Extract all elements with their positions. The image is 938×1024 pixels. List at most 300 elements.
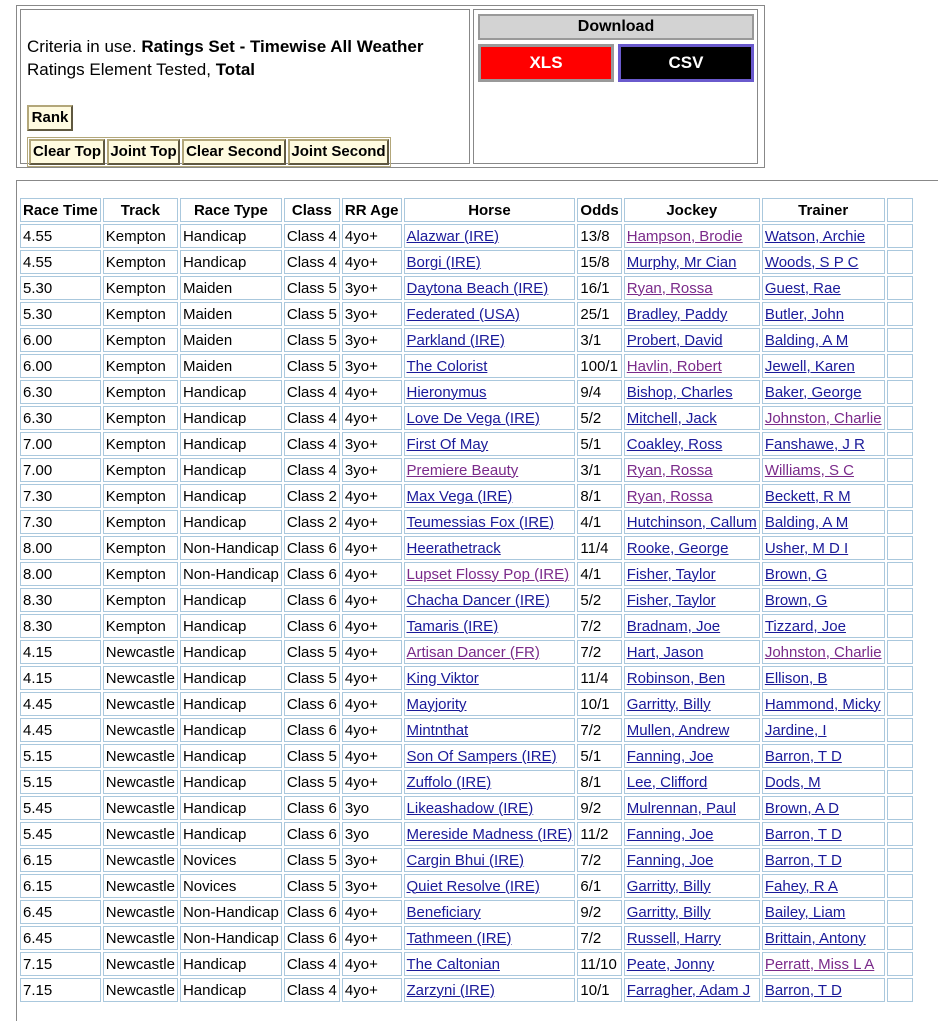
race-time-cell: 4.45: [20, 692, 101, 716]
download-csv-button[interactable]: CSV: [618, 44, 754, 82]
horse-cell: [404, 224, 576, 248]
horse-cell: [404, 692, 576, 716]
horse-link[interactable]: Love De Vega (IRE): [406, 409, 540, 427]
rr-age-cell: 3yo+: [342, 302, 402, 326]
trainer-cell: [762, 432, 885, 456]
jockey-link[interactable]: Lee, Clifford: [626, 773, 708, 791]
extra-cell: [887, 276, 913, 300]
trainer-cell: [762, 250, 885, 274]
jockey-link[interactable]: Bradley, Paddy: [626, 305, 728, 323]
trainer-link[interactable]: Barron, T D: [764, 981, 842, 999]
horse-link[interactable]: Premiere Beauty: [406, 461, 519, 479]
extra-cell: [887, 328, 913, 352]
race-time-cell: 6.15: [20, 848, 101, 872]
jockey-link[interactable]: Mullen, Andrew: [626, 721, 730, 739]
race-type-cell: Non-Handicap: [180, 926, 282, 950]
jockey-cell: [624, 926, 760, 950]
table-row: [20, 250, 913, 274]
jockey-link[interactable]: Fanning, Joe: [626, 851, 714, 869]
jockey-link[interactable]: Fanning, Joe: [626, 825, 714, 843]
race-type-cell: Handicap: [180, 978, 282, 1002]
extra-cell: [887, 666, 913, 690]
odds-cell: 8/1: [577, 484, 621, 508]
race-time-cell: 8.30: [20, 614, 101, 638]
rr-age-cell: 4yo+: [342, 484, 402, 508]
track-cell: Newcastle: [103, 796, 178, 820]
class-cell: Class 4: [284, 978, 340, 1002]
trainer-link[interactable]: Brown, A D: [764, 799, 840, 817]
trainer-link[interactable]: Hammond, Micky: [764, 695, 881, 713]
trainer-cell: [762, 978, 885, 1002]
odds-cell: 4/1: [577, 562, 621, 586]
jockey-link[interactable]: Bishop, Charles: [626, 383, 733, 401]
trainer-link[interactable]: Perratt, Miss L A: [764, 955, 875, 973]
race-type-cell: Non-Handicap: [180, 900, 282, 924]
horse-link[interactable]: Zuffolo (IRE): [406, 773, 492, 791]
extra-cell: [887, 588, 913, 612]
class-cell: Class 2: [284, 510, 340, 534]
clear-second-button[interactable]: Clear Second: [182, 139, 286, 165]
track-cell: Newcastle: [103, 640, 178, 664]
jockey-link[interactable]: Garritty, Billy: [626, 695, 711, 713]
odds-cell: 11/4: [577, 536, 621, 560]
trainer-link[interactable]: Baker, George: [764, 383, 862, 401]
trainer-link[interactable]: Barron, T D: [764, 747, 842, 765]
class-cell: Class 5: [284, 874, 340, 898]
race-time-cell: 5.15: [20, 744, 101, 768]
jockey-cell: [624, 614, 760, 638]
trainer-link[interactable]: Woods, S P C: [764, 253, 859, 271]
horse-link[interactable]: Mereside Madness (IRE): [406, 825, 573, 843]
jockey-link[interactable]: Peate, Jonny: [626, 955, 715, 973]
jockey-link[interactable]: Hampson, Brodie: [626, 227, 743, 245]
results-table-container: [16, 180, 938, 1021]
track-cell: Kempton: [103, 380, 178, 404]
horse-link[interactable]: Tathmeen (IRE): [406, 929, 512, 947]
column-header-race-time: Race Time: [20, 198, 101, 222]
jockey-cell: [624, 978, 760, 1002]
race-time-cell: 7.15: [20, 952, 101, 976]
column-header-race-type: Race Type: [180, 198, 282, 222]
class-cell: Class 4: [284, 250, 340, 274]
race-type-cell: Handicap: [180, 822, 282, 846]
track-cell: Kempton: [103, 614, 178, 638]
trainer-link[interactable]: Tizzard, Joe: [764, 617, 846, 635]
jockey-cell: [624, 718, 760, 742]
extra-cell: [887, 848, 913, 872]
horse-link[interactable]: Mayjority: [406, 695, 467, 713]
class-cell: Class 6: [284, 718, 340, 742]
track-cell: Newcastle: [103, 770, 178, 794]
race-type-cell: Novices: [180, 848, 282, 872]
horse-link[interactable]: Teumessias Fox (IRE): [406, 513, 555, 531]
trainer-cell: [762, 692, 885, 716]
horse-link[interactable]: Chacha Dancer (IRE): [406, 591, 550, 609]
rr-age-cell: 4yo+: [342, 900, 402, 924]
trainer-link[interactable]: Bailey, Liam: [764, 903, 846, 921]
track-cell: Newcastle: [103, 978, 178, 1002]
class-cell: Class 5: [284, 276, 340, 300]
trainer-cell: [762, 328, 885, 352]
extra-cell: [887, 822, 913, 846]
download-panel: [473, 9, 758, 164]
horse-cell: [404, 250, 576, 274]
jockey-cell: [624, 666, 760, 690]
class-cell: Class 5: [284, 354, 340, 378]
rr-age-cell: 3yo: [342, 796, 402, 820]
race-type-cell: Novices: [180, 874, 282, 898]
race-time-cell: 5.15: [20, 770, 101, 794]
class-cell: Class 6: [284, 536, 340, 560]
horse-link[interactable]: Likeashadow (IRE): [406, 799, 534, 817]
column-header-trainer: Trainer: [762, 198, 885, 222]
jockey-link[interactable]: Hutchinson, Callum: [626, 513, 757, 531]
jockey-link[interactable]: Murphy, Mr Cian: [626, 253, 737, 271]
track-cell: Newcastle: [103, 848, 178, 872]
trainer-cell: [762, 770, 885, 794]
race-type-cell: Handicap: [180, 406, 282, 430]
race-time-cell: 7.30: [20, 484, 101, 508]
table-row: [20, 926, 913, 950]
horse-cell: [404, 770, 576, 794]
trainer-cell: [762, 666, 885, 690]
jockey-cell: [624, 562, 760, 586]
rr-age-cell: 3yo: [342, 822, 402, 846]
extra-cell: [887, 536, 913, 560]
race-type-cell: Handicap: [180, 952, 282, 976]
jockey-cell: [624, 484, 760, 508]
trainer-cell: [762, 588, 885, 612]
jockey-link[interactable]: Mitchell, Jack: [626, 409, 717, 427]
jockey-link[interactable]: Robinson, Ben: [626, 669, 726, 687]
rr-age-cell: 4yo+: [342, 562, 402, 586]
jockey-cell: [624, 796, 760, 820]
table-row: [20, 770, 913, 794]
joint-second-button[interactable]: Joint Second: [288, 139, 389, 165]
jockey-cell: [624, 224, 760, 248]
trainer-link[interactable]: Jardine, I: [764, 721, 827, 739]
horse-link[interactable]: Federated (USA): [406, 305, 520, 323]
jockey-cell: [624, 822, 760, 846]
rr-age-cell: 3yo+: [342, 354, 402, 378]
trainer-link[interactable]: Williams, S C: [764, 461, 854, 479]
race-type-cell: Handicap: [180, 458, 282, 482]
horse-cell: [404, 510, 576, 534]
jockey-link[interactable]: Garritty, Billy: [626, 903, 711, 921]
horse-cell: [404, 458, 576, 482]
race-type-cell: Handicap: [180, 224, 282, 248]
table-row: [20, 692, 913, 716]
trainer-cell: [762, 796, 885, 820]
table-row: [20, 536, 913, 560]
odds-cell: 7/2: [577, 926, 621, 950]
trainer-link[interactable]: Balding, A M: [764, 513, 849, 531]
horse-link[interactable]: Artisan Dancer (FR): [406, 643, 540, 661]
race-time-cell: 6.45: [20, 900, 101, 924]
trainer-cell: [762, 276, 885, 300]
jockey-link[interactable]: Mulrennan, Paul: [626, 799, 736, 817]
extra-cell: [887, 380, 913, 404]
rank-button[interactable]: Rank: [27, 105, 73, 131]
jockey-link[interactable]: Fisher, Taylor: [626, 591, 716, 609]
trainer-link[interactable]: Barron, T D: [764, 825, 842, 843]
table-row: [20, 354, 913, 378]
jockey-link[interactable]: Bradnam, Joe: [626, 617, 721, 635]
extra-cell: [887, 432, 913, 456]
horse-cell: [404, 484, 576, 508]
extra-cell: [887, 718, 913, 742]
horse-link[interactable]: Cargin Bhui (IRE): [406, 851, 525, 869]
horse-cell: [404, 588, 576, 612]
odds-cell: 100/1: [577, 354, 621, 378]
horse-link[interactable]: Heerathetrack: [406, 539, 501, 557]
class-cell: Class 2: [284, 484, 340, 508]
horse-link[interactable]: Borgi (IRE): [406, 253, 481, 271]
jockey-link[interactable]: Ryan, Rossa: [626, 461, 713, 479]
rr-age-cell: 3yo+: [342, 848, 402, 872]
ratings-set-value: Ratings Set - Timewise All Weather: [141, 37, 424, 56]
extra-cell: [887, 406, 913, 430]
trainer-link[interactable]: Fanshawe, J R: [764, 435, 865, 453]
class-cell: Class 6: [284, 614, 340, 638]
jockey-cell: [624, 952, 760, 976]
horse-cell: [404, 744, 576, 768]
race-type-cell: Handicap: [180, 718, 282, 742]
track-cell: Newcastle: [103, 926, 178, 950]
horse-link[interactable]: Son Of Sampers (IRE): [406, 747, 557, 765]
odds-cell: 13/8: [577, 224, 621, 248]
extra-cell: [887, 952, 913, 976]
race-type-cell: Handicap: [180, 510, 282, 534]
jockey-link[interactable]: Hart, Jason: [626, 643, 704, 661]
race-type-cell: Handicap: [180, 432, 282, 456]
track-cell: Kempton: [103, 406, 178, 430]
extra-cell: [887, 874, 913, 898]
jockey-cell: [624, 510, 760, 534]
horse-link[interactable]: Tamaris (IRE): [406, 617, 499, 635]
race-time-cell: 4.55: [20, 224, 101, 248]
filter-button-group: [27, 137, 391, 167]
extra-cell: [887, 640, 913, 664]
race-time-cell: 5.30: [20, 276, 101, 300]
track-cell: Newcastle: [103, 692, 178, 716]
column-header-rr-age: RR Age: [342, 198, 402, 222]
odds-cell: 4/1: [577, 510, 621, 534]
jockey-cell: [624, 640, 760, 664]
table-row: [20, 484, 913, 508]
jockey-cell: [624, 536, 760, 560]
trainer-link[interactable]: Brittain, Antony: [764, 929, 866, 947]
jockey-link[interactable]: Farragher, Adam J: [626, 981, 751, 999]
jockey-link[interactable]: Havlin, Robert: [626, 357, 722, 375]
horse-link[interactable]: King Viktor: [406, 669, 479, 687]
race-time-cell: 8.00: [20, 562, 101, 586]
race-type-cell: Non-Handicap: [180, 536, 282, 560]
horse-link[interactable]: Alazwar (IRE): [406, 227, 500, 245]
class-cell: Class 5: [284, 302, 340, 326]
jockey-cell: [624, 276, 760, 300]
odds-cell: 5/2: [577, 588, 621, 612]
horse-link[interactable]: Max Vega (IRE): [406, 487, 513, 505]
jockey-link[interactable]: Fisher, Taylor: [626, 565, 716, 583]
class-cell: Class 4: [284, 380, 340, 404]
odds-cell: 11/2: [577, 822, 621, 846]
race-time-cell: 6.15: [20, 874, 101, 898]
horse-link[interactable]: Parkland (IRE): [406, 331, 505, 349]
trainer-cell: [762, 874, 885, 898]
joint-top-button[interactable]: Joint Top: [107, 139, 180, 165]
trainer-link[interactable]: Fahey, R A: [764, 877, 838, 895]
trainer-link[interactable]: Brown, G: [764, 565, 828, 583]
horse-link[interactable]: The Caltonian: [406, 955, 500, 973]
jockey-link[interactable]: Ryan, Rossa: [626, 487, 713, 505]
jockey-cell: [624, 380, 760, 404]
odds-cell: 15/8: [577, 250, 621, 274]
table-row: [20, 432, 913, 456]
horse-link[interactable]: Daytona Beach (IRE): [406, 279, 549, 297]
track-cell: Kempton: [103, 432, 178, 456]
trainer-cell: [762, 926, 885, 950]
horse-cell: [404, 926, 576, 950]
class-cell: Class 6: [284, 822, 340, 846]
track-cell: Kempton: [103, 536, 178, 560]
trainer-link[interactable]: Butler, John: [764, 305, 845, 323]
horse-cell: [404, 432, 576, 456]
race-type-cell: Maiden: [180, 328, 282, 352]
trainer-cell: [762, 458, 885, 482]
jockey-link[interactable]: Probert, David: [626, 331, 723, 349]
jockey-link[interactable]: Fanning, Joe: [626, 747, 714, 765]
download-xls-button[interactable]: XLS: [478, 44, 614, 82]
odds-cell: 3/1: [577, 328, 621, 352]
race-type-cell: Maiden: [180, 302, 282, 326]
extra-cell: [887, 770, 913, 794]
jockey-link[interactable]: Ryan, Rossa: [626, 279, 713, 297]
race-time-cell: 6.45: [20, 926, 101, 950]
race-time-cell: 7.15: [20, 978, 101, 1002]
jockey-cell: [624, 692, 760, 716]
rr-age-cell: 3yo+: [342, 432, 402, 456]
extra-cell: [887, 744, 913, 768]
table-row: [20, 562, 913, 586]
table-row: [20, 978, 913, 1002]
odds-cell: 16/1: [577, 276, 621, 300]
trainer-link[interactable]: Johnston, Charlie: [764, 409, 882, 427]
track-cell: Newcastle: [103, 874, 178, 898]
jockey-cell: [624, 848, 760, 872]
horse-link[interactable]: Hieronymus: [406, 383, 487, 401]
table-row: [20, 666, 913, 690]
extra-cell: [887, 250, 913, 274]
criteria-text: [27, 35, 423, 81]
rr-age-cell: 4yo+: [342, 692, 402, 716]
trainer-cell: [762, 718, 885, 742]
trainer-link[interactable]: Guest, Rae: [764, 279, 841, 297]
odds-cell: 8/1: [577, 770, 621, 794]
column-header-horse: Horse: [404, 198, 576, 222]
table-row: [20, 302, 913, 326]
trainer-link[interactable]: Jewell, Karen: [764, 357, 855, 375]
clear-top-button[interactable]: Clear Top: [29, 139, 105, 165]
trainer-link[interactable]: Ellison, B: [764, 669, 828, 687]
table-row: [20, 744, 913, 768]
class-cell: Class 4: [284, 458, 340, 482]
horse-link[interactable]: Lupset Flossy Pop (IRE): [406, 565, 570, 583]
race-type-cell: Maiden: [180, 276, 282, 300]
trainer-link[interactable]: Johnston, Charlie: [764, 643, 882, 661]
race-time-cell: 7.00: [20, 432, 101, 456]
trainer-cell: [762, 224, 885, 248]
jockey-cell: [624, 328, 760, 352]
horse-link[interactable]: Zarzyni (IRE): [406, 981, 495, 999]
odds-cell: 7/2: [577, 718, 621, 742]
trainer-link[interactable]: Barron, T D: [764, 851, 842, 869]
odds-cell: 9/2: [577, 900, 621, 924]
track-cell: Newcastle: [103, 952, 178, 976]
race-time-cell: 7.30: [20, 510, 101, 534]
horse-link[interactable]: Quiet Resolve (IRE): [406, 877, 540, 895]
trainer-link[interactable]: Dods, M: [764, 773, 821, 791]
race-type-cell: Handicap: [180, 692, 282, 716]
trainer-link[interactable]: Usher, M D I: [764, 539, 849, 557]
rr-age-cell: 3yo+: [342, 276, 402, 300]
track-cell: Kempton: [103, 354, 178, 378]
trainer-link[interactable]: Brown, G: [764, 591, 828, 609]
odds-cell: 7/2: [577, 848, 621, 872]
race-time-cell: 4.45: [20, 718, 101, 742]
horse-cell: [404, 978, 576, 1002]
jockey-link[interactable]: Rooke, George: [626, 539, 729, 557]
horse-link[interactable]: First Of May: [406, 435, 489, 453]
race-time-cell: 5.45: [20, 822, 101, 846]
jockey-cell: [624, 588, 760, 612]
extra-cell: [887, 978, 913, 1002]
jockey-cell: [624, 900, 760, 924]
odds-cell: 7/2: [577, 640, 621, 664]
horse-link[interactable]: The Colorist: [406, 357, 488, 375]
track-cell: Kempton: [103, 562, 178, 586]
extra-cell: [887, 900, 913, 924]
track-cell: Newcastle: [103, 900, 178, 924]
extra-cell: [887, 926, 913, 950]
jockey-link[interactable]: Russell, Harry: [626, 929, 721, 947]
rr-age-cell: 4yo+: [342, 952, 402, 976]
trainer-cell: [762, 406, 885, 430]
race-type-cell: Handicap: [180, 666, 282, 690]
horse-cell: [404, 900, 576, 924]
table-header-row: [20, 198, 913, 222]
class-cell: Class 5: [284, 744, 340, 768]
horse-link[interactable]: Mintnthat: [406, 721, 469, 739]
trainer-link[interactable]: Beckett, R M: [764, 487, 851, 505]
table-row: [20, 458, 913, 482]
rr-age-cell: 4yo+: [342, 926, 402, 950]
race-time-cell: 6.30: [20, 380, 101, 404]
horse-cell: [404, 380, 576, 404]
jockey-link[interactable]: Coakley, Ross: [626, 435, 723, 453]
table-row: [20, 588, 913, 612]
track-cell: Kempton: [103, 250, 178, 274]
trainer-link[interactable]: Watson, Archie: [764, 227, 866, 245]
jockey-link[interactable]: Garritty, Billy: [626, 877, 711, 895]
horse-link[interactable]: Beneficiary: [406, 903, 481, 921]
trainer-cell: [762, 510, 885, 534]
track-cell: Kempton: [103, 328, 178, 352]
trainer-link[interactable]: Balding, A M: [764, 331, 849, 349]
rr-age-cell: 4yo+: [342, 536, 402, 560]
class-cell: Class 5: [284, 640, 340, 664]
race-type-cell: Handicap: [180, 640, 282, 664]
